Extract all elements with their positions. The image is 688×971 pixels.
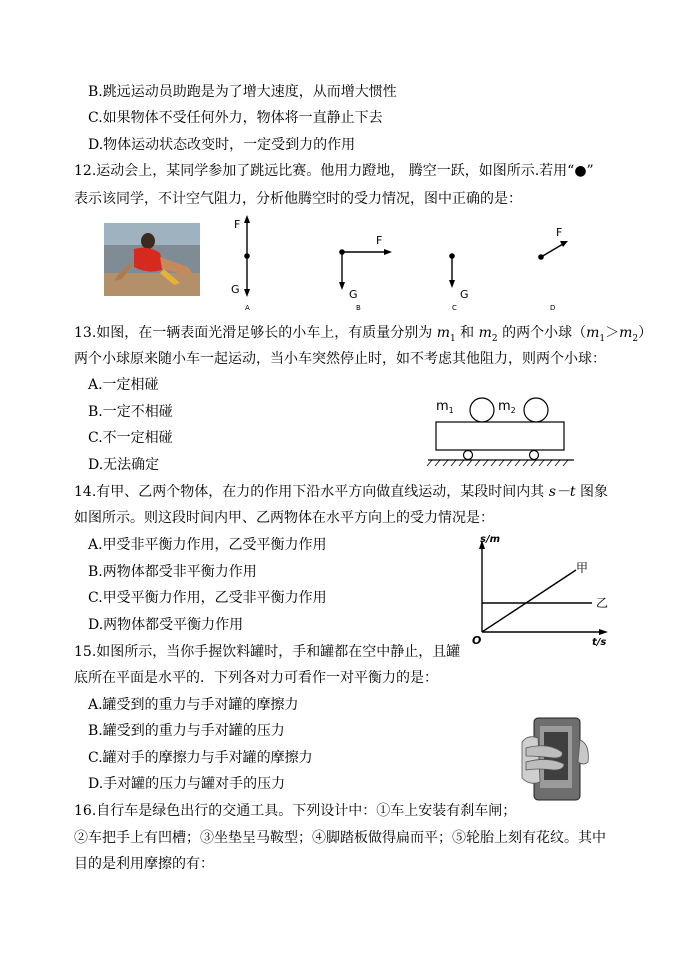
wheel-left	[464, 451, 473, 460]
q13-option-b: B.一定不相碰	[88, 404, 173, 420]
q14-option-a: A.甲受非平衡力作用，乙受平衡力作用	[88, 537, 327, 553]
option-label-c: C	[452, 304, 457, 312]
q15-stem-line2: 底所在平面是水平的．下列各对力可看作一对平衡力的是：	[74, 670, 438, 686]
q14-stem-line2: 如图所示。则这段时间内甲、乙两物体在水平方向上的受力情况是：	[74, 510, 494, 526]
ball-m1	[470, 398, 494, 422]
q14-stem-line1: 14.有甲、乙两个物体，在力的作用下沿水平方向做直线运动，某段时间内其 s－t 图象	[74, 484, 608, 500]
q13-stem-line2: 两个小球原来随小车一起运动，当小车突然停止时，如不考虑其他阻力，则两个小球：	[74, 351, 606, 367]
label-m1: $m_1$	[436, 399, 454, 415]
cart-with-balls-figure	[424, 388, 584, 472]
q15-option-c: C.罐对手的摩擦力与手对罐的摩擦力	[88, 750, 313, 766]
origin-label: O	[472, 634, 482, 646]
force-label-f: F	[556, 226, 563, 239]
force-diagram-d	[530, 222, 580, 312]
wheel-right	[530, 451, 539, 460]
force-label-f: F	[234, 218, 241, 231]
force-label-f: F	[376, 234, 383, 247]
q11-option-b: B.跳远运动员助跑是为了增大速度，从而增大惯性	[88, 84, 397, 100]
force-diagram-c	[436, 248, 476, 312]
option-label-b: B	[356, 304, 361, 312]
line-jia	[482, 570, 576, 632]
hand-holding-can-photo	[518, 712, 592, 804]
q15-stem-line1: 15.如图所示，当你手握饮料罐时，手和罐都在空中静止，且罐	[74, 644, 461, 660]
q16-stem-line3: 目的是利用摩擦的有：	[74, 856, 214, 872]
q13-option-a: A.一定相碰	[88, 377, 159, 393]
option-label-d: D	[550, 304, 556, 312]
force-label-g: G	[349, 288, 358, 301]
q16-stem-line2: ②车把手上有凹槽；③坐垫呈马鞍型；④脚踏板做得扁而平；⑤轮胎上刻有花纹。其中	[74, 830, 606, 846]
q16-stem-line1: 16.自行车是绿色出行的交通工具。下列设计中：①车上安装有刹车闸；	[74, 803, 517, 819]
force-diagram-b	[330, 228, 400, 312]
axis-label-s: s/m	[480, 534, 501, 545]
q13-option-d: D.无法确定	[88, 457, 160, 473]
q13-option-c: C.不一定相碰	[88, 430, 173, 446]
q15-option-b: B.罐受到的重力与手对罐的压力	[88, 723, 285, 739]
q11-option-c: C.如果物体不受任何外力，物体将一直静止下去	[88, 110, 383, 126]
q14-option-b: B.两物体都受非平衡力作用	[88, 564, 257, 580]
s-t-graph	[466, 534, 616, 646]
label-m2: $m_2$	[498, 399, 516, 415]
series-label-yi: 乙	[596, 596, 609, 610]
q13-stem-line1: 13.如图，在一辆表面光滑足够长的小车上，有质量分别为 $m_1$ 和 $m_2$ 的两个小球$(m_1>m_2)$	[74, 325, 653, 344]
long-jumper-photo	[104, 223, 200, 296]
option-label-a: A	[245, 304, 250, 312]
axis-label-t: t/s	[592, 637, 607, 646]
q11-option-d: D.物体运动状态改变时，一定受到力的作用	[88, 137, 356, 153]
force-diagram-a	[226, 212, 266, 312]
series-label-jia: 甲	[576, 561, 589, 575]
ball-m2	[524, 398, 548, 422]
force-label-g: G	[460, 288, 469, 301]
q14-option-c: C.甲受平衡力作用，乙受非平衡力作用	[88, 590, 327, 606]
force-label-g: G	[231, 283, 240, 296]
q12-stem-line1: 12.运动会上，某同学参加了跳远比赛。他用力蹬地， 腾空一跃，如图所示.若用“●”	[74, 163, 594, 179]
q15-option-a: A.罐受到的重力与手对罐的摩擦力	[88, 697, 299, 713]
q12-stem-line2: 表示该同学，不计空气阻力，分析他腾空时的受力情况，图中正确的是：	[74, 191, 522, 207]
q15-option-d: D.手对罐的压力与罐对手的压力	[88, 776, 286, 792]
q14-option-d: D.两物体都受平衡力作用	[88, 617, 244, 633]
